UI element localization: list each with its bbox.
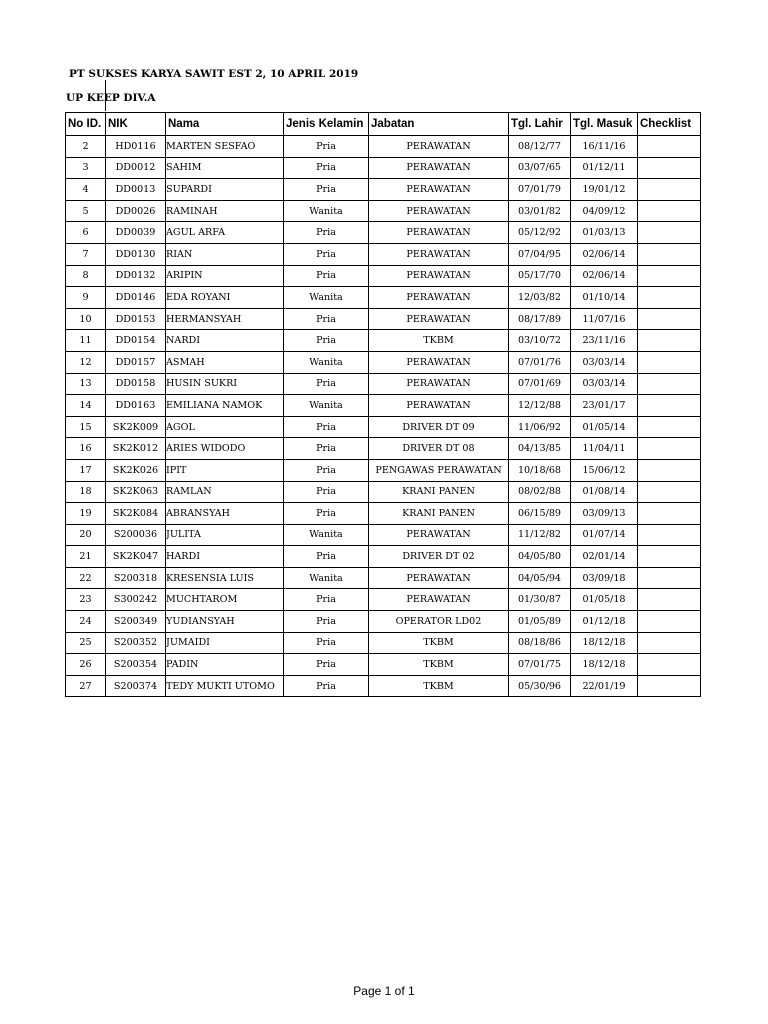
cell-nik: DD0130 <box>106 243 166 265</box>
table-row <box>66 157 701 179</box>
cell-nik: DD0132 <box>106 265 166 287</box>
cell-no-id: 20 <box>66 524 106 546</box>
cell-no-id: 9 <box>66 287 106 309</box>
cell-no-id: 22 <box>66 567 106 589</box>
cell-nik: SK2K047 <box>106 546 166 568</box>
cell-tgl-masuk: 01/05/18 <box>571 589 638 611</box>
cell-tgl-lahir: 07/04/95 <box>509 243 571 265</box>
table-row <box>66 179 701 201</box>
cell-no-id: 25 <box>66 632 106 654</box>
cell-tgl-lahir: 01/05/89 <box>509 611 571 633</box>
cell-tgl-lahir: 01/30/87 <box>509 589 571 611</box>
cell-jenis-kelamin: Wanita <box>284 200 369 222</box>
header-nik: NIK <box>106 113 166 136</box>
cell-tgl-lahir: 06/15/89 <box>509 503 571 525</box>
cell-jenis-kelamin: Wanita <box>284 395 369 417</box>
cell-nama: ASMAH <box>166 351 284 373</box>
cell-nama: MUCHTAROM <box>166 589 284 611</box>
cell-tgl-lahir: 08/02/88 <box>509 481 571 503</box>
cell-jenis-kelamin: Pria <box>284 589 369 611</box>
table-row <box>66 330 701 352</box>
cell-nik: DD0013 <box>106 179 166 201</box>
table-row <box>66 459 701 481</box>
cell-nik: DD0157 <box>106 351 166 373</box>
cell-no-id: 14 <box>66 395 106 417</box>
cell-nama: RAMLAN <box>166 481 284 503</box>
cell-jabatan: KRANI PANEN <box>369 503 509 525</box>
cell-tgl-masuk: 23/01/17 <box>571 395 638 417</box>
table-row <box>66 308 701 330</box>
header-jabatan: Jabatan <box>369 113 509 136</box>
cell-tgl-lahir: 12/12/88 <box>509 395 571 417</box>
cell-tgl-lahir: 04/13/85 <box>509 438 571 460</box>
table-row <box>66 654 701 676</box>
cell-jabatan: DRIVER DT 02 <box>369 546 509 568</box>
cell-tgl-masuk: 15/06/12 <box>571 459 638 481</box>
cell-nama: AGOL <box>166 416 284 438</box>
cell-nik: S200374 <box>106 675 166 697</box>
cell-jabatan: PERAWATAN <box>369 351 509 373</box>
cell-checklist <box>638 567 701 589</box>
cell-jenis-kelamin: Pria <box>284 611 369 633</box>
table-body <box>66 136 701 697</box>
cell-nik: SK2K009 <box>106 416 166 438</box>
cell-checklist <box>638 675 701 697</box>
cell-tgl-masuk: 01/10/14 <box>571 287 638 309</box>
cell-nik: HD0116 <box>106 136 166 158</box>
table-row <box>66 438 701 460</box>
cell-nama: YUDIANSYAH <box>166 611 284 633</box>
cell-tgl-masuk: 02/06/14 <box>571 243 638 265</box>
cell-checklist <box>638 287 701 309</box>
cell-tgl-lahir: 03/10/72 <box>509 330 571 352</box>
cell-jenis-kelamin: Pria <box>284 503 369 525</box>
document-subtitle: UP KEEP DIV.A <box>66 92 156 104</box>
cell-nama: IPIT <box>166 459 284 481</box>
cell-nik: S200318 <box>106 567 166 589</box>
cell-checklist <box>638 243 701 265</box>
cell-tgl-lahir: 05/30/96 <box>509 675 571 697</box>
page-footer: Page 1 of 1 <box>353 984 415 998</box>
cell-jabatan: TKBM <box>369 330 509 352</box>
cell-jabatan: PERAWATAN <box>369 567 509 589</box>
cell-no-id: 18 <box>66 481 106 503</box>
cell-jenis-kelamin: Pria <box>284 222 369 244</box>
cell-jabatan: KRANI PANEN <box>369 481 509 503</box>
cell-tgl-masuk: 18/12/18 <box>571 654 638 676</box>
cell-tgl-masuk: 01/03/13 <box>571 222 638 244</box>
cell-checklist <box>638 611 701 633</box>
cell-jenis-kelamin: Wanita <box>284 287 369 309</box>
cell-tgl-masuk: 23/11/16 <box>571 330 638 352</box>
table-row <box>66 395 701 417</box>
cell-jabatan: PERAWATAN <box>369 373 509 395</box>
table-row <box>66 265 701 287</box>
cell-jabatan: PERAWATAN <box>369 589 509 611</box>
cell-tgl-lahir: 08/12/77 <box>509 136 571 158</box>
cell-nama: EMILIANA NAMOK <box>166 395 284 417</box>
table-row <box>66 416 701 438</box>
header-checklist: Checklist <box>638 113 701 136</box>
cell-nama: HUSIN SUKRI <box>166 373 284 395</box>
cell-nik: DD0039 <box>106 222 166 244</box>
cell-tgl-masuk: 03/09/18 <box>571 567 638 589</box>
cell-checklist <box>638 157 701 179</box>
table-row <box>66 222 701 244</box>
table-row <box>66 589 701 611</box>
cell-jabatan: OPERATOR LD02 <box>369 611 509 633</box>
table-row <box>66 546 701 568</box>
cell-jabatan: PERAWATAN <box>369 157 509 179</box>
cell-checklist <box>638 222 701 244</box>
cell-tgl-masuk: 03/03/14 <box>571 351 638 373</box>
table-row <box>66 200 701 222</box>
cell-tgl-masuk: 01/12/18 <box>571 611 638 633</box>
cell-no-id: 24 <box>66 611 106 633</box>
cell-jenis-kelamin: Pria <box>284 632 369 654</box>
cell-jenis-kelamin: Pria <box>284 546 369 568</box>
cell-checklist <box>638 395 701 417</box>
cell-jenis-kelamin: Pria <box>284 265 369 287</box>
cell-checklist <box>638 308 701 330</box>
header-nama: Nama <box>166 113 284 136</box>
cell-checklist <box>638 351 701 373</box>
table-row <box>66 481 701 503</box>
cell-nama: ABRANSYAH <box>166 503 284 525</box>
cell-jenis-kelamin: Pria <box>284 438 369 460</box>
cell-nik: DD0012 <box>106 157 166 179</box>
cell-tgl-masuk: 01/07/14 <box>571 524 638 546</box>
cell-checklist <box>638 589 701 611</box>
cell-jabatan: PERAWATAN <box>369 395 509 417</box>
cell-no-id: 26 <box>66 654 106 676</box>
cell-tgl-masuk: 18/12/18 <box>571 632 638 654</box>
header-no-id: No ID. <box>66 113 106 136</box>
cell-nik: DD0026 <box>106 200 166 222</box>
cell-checklist <box>638 546 701 568</box>
cell-nama: KRESENSIA LUIS <box>166 567 284 589</box>
cell-nama: NARDI <box>166 330 284 352</box>
cell-jenis-kelamin: Pria <box>284 157 369 179</box>
table-header-row <box>66 113 701 136</box>
cell-jabatan: DRIVER DT 08 <box>369 438 509 460</box>
cell-tgl-lahir: 07/01/69 <box>509 373 571 395</box>
cell-no-id: 5 <box>66 200 106 222</box>
cell-nik: SK2K026 <box>106 459 166 481</box>
cell-no-id: 27 <box>66 675 106 697</box>
cell-nama: HARDI <box>166 546 284 568</box>
cell-tgl-masuk: 16/11/16 <box>571 136 638 158</box>
cell-no-id: 17 <box>66 459 106 481</box>
header-tgl-lahir: Tgl. Lahir <box>509 113 571 136</box>
cell-nik: S200036 <box>106 524 166 546</box>
cell-jenis-kelamin: Wanita <box>284 351 369 373</box>
cell-jabatan: TKBM <box>369 675 509 697</box>
cell-nama: PADIN <box>166 654 284 676</box>
cell-jabatan: TKBM <box>369 654 509 676</box>
cell-jabatan: TKBM <box>369 632 509 654</box>
cell-nik: S200349 <box>106 611 166 633</box>
cell-jabatan: PERAWATAN <box>369 308 509 330</box>
cell-nik: S200352 <box>106 632 166 654</box>
table-row <box>66 567 701 589</box>
cell-tgl-lahir: 07/01/75 <box>509 654 571 676</box>
cell-tgl-lahir: 12/03/82 <box>509 287 571 309</box>
cell-checklist <box>638 330 701 352</box>
cell-nama: JUMAIDI <box>166 632 284 654</box>
cell-nama: EDA ROYANI <box>166 287 284 309</box>
cell-jabatan: PERAWATAN <box>369 265 509 287</box>
cell-nik: DD0158 <box>106 373 166 395</box>
cell-nama: SAHIM <box>166 157 284 179</box>
cell-tgl-lahir: 10/18/68 <box>509 459 571 481</box>
cell-nama: TEDY MUKTI UTOMO <box>166 675 284 697</box>
cell-tgl-lahir: 05/17/70 <box>509 265 571 287</box>
employee-table <box>65 112 701 697</box>
cell-no-id: 11 <box>66 330 106 352</box>
cell-nama: RIAN <box>166 243 284 265</box>
table-row <box>66 287 701 309</box>
header-jenis-kelamin: Jenis Kelamin <box>284 113 369 136</box>
cell-tgl-lahir: 08/17/89 <box>509 308 571 330</box>
cell-jenis-kelamin: Pria <box>284 330 369 352</box>
cell-tgl-masuk: 03/03/14 <box>571 373 638 395</box>
cell-jabatan: PENGAWAS PERAWATAN <box>369 459 509 481</box>
cell-jabatan: PERAWATAN <box>369 200 509 222</box>
cell-no-id: 21 <box>66 546 106 568</box>
header-tgl-masuk: Tgl. Masuk <box>571 113 638 136</box>
cell-jabatan: PERAWATAN <box>369 179 509 201</box>
cell-no-id: 13 <box>66 373 106 395</box>
cell-checklist <box>638 654 701 676</box>
cell-tgl-lahir: 04/05/80 <box>509 546 571 568</box>
cell-jenis-kelamin: Pria <box>284 179 369 201</box>
cell-tgl-masuk: 22/01/19 <box>571 675 638 697</box>
cell-checklist <box>638 179 701 201</box>
cell-jabatan: PERAWATAN <box>369 243 509 265</box>
table-row <box>66 351 701 373</box>
cell-jenis-kelamin: Pria <box>284 308 369 330</box>
cell-checklist <box>638 416 701 438</box>
cell-jabatan: PERAWATAN <box>369 524 509 546</box>
cell-no-id: 8 <box>66 265 106 287</box>
cell-jenis-kelamin: Pria <box>284 459 369 481</box>
cell-tgl-masuk: 01/12/11 <box>571 157 638 179</box>
cell-checklist <box>638 265 701 287</box>
cell-jenis-kelamin: Pria <box>284 416 369 438</box>
cell-tgl-masuk: 19/01/12 <box>571 179 638 201</box>
cell-nik: SK2K063 <box>106 481 166 503</box>
cell-no-id: 19 <box>66 503 106 525</box>
cell-tgl-lahir: 11/06/92 <box>509 416 571 438</box>
table-row <box>66 611 701 633</box>
cell-no-id: 6 <box>66 222 106 244</box>
cell-jenis-kelamin: Pria <box>284 654 369 676</box>
cell-nik: DD0153 <box>106 308 166 330</box>
cell-checklist <box>638 200 701 222</box>
cell-jenis-kelamin: Pria <box>284 675 369 697</box>
cell-tgl-lahir: 11/12/82 <box>509 524 571 546</box>
cell-jenis-kelamin: Pria <box>284 481 369 503</box>
cell-no-id: 16 <box>66 438 106 460</box>
cell-nik: DD0163 <box>106 395 166 417</box>
cell-nama: HERMANSYAH <box>166 308 284 330</box>
cell-no-id: 12 <box>66 351 106 373</box>
cell-nama: SUPARDI <box>166 179 284 201</box>
cell-nik: SK2K084 <box>106 503 166 525</box>
cell-no-id: 7 <box>66 243 106 265</box>
cell-no-id: 4 <box>66 179 106 201</box>
cell-tgl-masuk: 02/06/14 <box>571 265 638 287</box>
cell-nik: S200354 <box>106 654 166 676</box>
cell-checklist <box>638 459 701 481</box>
cell-jenis-kelamin: Wanita <box>284 524 369 546</box>
cell-tgl-masuk: 01/08/14 <box>571 481 638 503</box>
cell-no-id: 23 <box>66 589 106 611</box>
cell-checklist <box>638 136 701 158</box>
cell-nama: ARIPIN <box>166 265 284 287</box>
cell-nik: SK2K012 <box>106 438 166 460</box>
cell-jabatan: DRIVER DT 09 <box>369 416 509 438</box>
cell-tgl-lahir: 04/05/94 <box>509 567 571 589</box>
cell-no-id: 15 <box>66 416 106 438</box>
cell-tgl-masuk: 03/09/13 <box>571 503 638 525</box>
document-title: PT SUKSES KARYA SAWIT EST 2, 10 APRIL 2019 <box>69 68 359 80</box>
cell-tgl-masuk: 11/07/16 <box>571 308 638 330</box>
cell-tgl-masuk: 02/01/14 <box>571 546 638 568</box>
cell-checklist <box>638 438 701 460</box>
cell-nama: AGUL ARFA <box>166 222 284 244</box>
cell-no-id: 3 <box>66 157 106 179</box>
cell-tgl-lahir: 05/12/92 <box>509 222 571 244</box>
cell-nama: ARIES WIDODO <box>166 438 284 460</box>
cell-jenis-kelamin: Pria <box>284 243 369 265</box>
cell-nik: S300242 <box>106 589 166 611</box>
cell-nama: MARTEN SESFAO <box>166 136 284 158</box>
cell-checklist <box>638 632 701 654</box>
cell-nik: DD0146 <box>106 287 166 309</box>
cell-nik: DD0154 <box>106 330 166 352</box>
cell-jabatan: PERAWATAN <box>369 287 509 309</box>
cell-tgl-masuk: 04/09/12 <box>571 200 638 222</box>
table-row <box>66 373 701 395</box>
cell-checklist <box>638 481 701 503</box>
cell-jenis-kelamin: Pria <box>284 136 369 158</box>
cell-jabatan: PERAWATAN <box>369 222 509 244</box>
cell-checklist <box>638 524 701 546</box>
cell-jenis-kelamin: Wanita <box>284 567 369 589</box>
cell-checklist <box>638 503 701 525</box>
cell-no-id: 2 <box>66 136 106 158</box>
cell-jenis-kelamin: Pria <box>284 373 369 395</box>
cell-checklist <box>638 373 701 395</box>
table-row <box>66 632 701 654</box>
cell-jabatan: PERAWATAN <box>369 136 509 158</box>
table-row <box>66 243 701 265</box>
cell-tgl-masuk: 11/04/11 <box>571 438 638 460</box>
cell-tgl-masuk: 01/05/14 <box>571 416 638 438</box>
table-row <box>66 136 701 158</box>
table-row <box>66 524 701 546</box>
cell-nama: JULITA <box>166 524 284 546</box>
table-row <box>66 503 701 525</box>
cell-tgl-lahir: 03/01/82 <box>509 200 571 222</box>
cell-tgl-lahir: 07/01/79 <box>509 179 571 201</box>
cell-tgl-lahir: 07/01/76 <box>509 351 571 373</box>
cell-tgl-lahir: 03/07/65 <box>509 157 571 179</box>
cell-no-id: 10 <box>66 308 106 330</box>
cell-tgl-lahir: 08/18/86 <box>509 632 571 654</box>
table-row <box>66 675 701 697</box>
cell-nama: RAMINAH <box>166 200 284 222</box>
